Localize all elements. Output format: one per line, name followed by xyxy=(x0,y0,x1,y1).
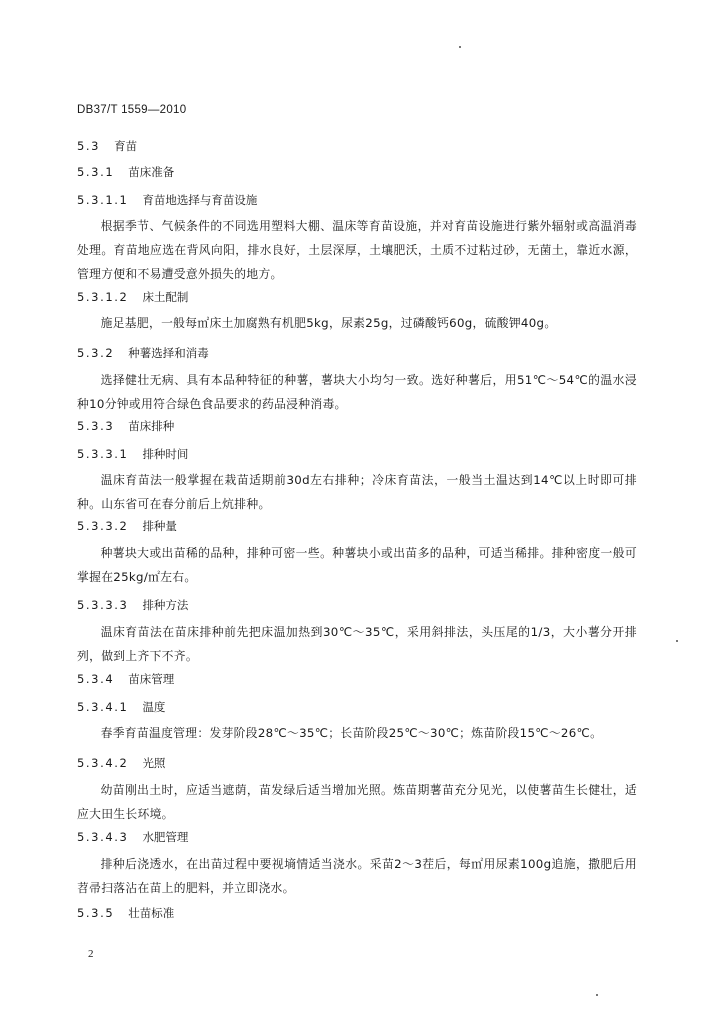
section-heading: 5.3.2 种薯选择和消毒 xyxy=(77,346,209,360)
section-heading: 5.3 育苗 xyxy=(77,139,138,153)
scan-speck xyxy=(596,994,598,996)
section-heading: 5.3.1.1 育苗地选择与育苗设施 xyxy=(77,193,258,207)
body-paragraph: 选择健壮无病、具有本品种特征的种薯，薯块大小均匀一致。选好种薯后，用51℃～54℃的温水浸种10分钟或用符合绿色食品要求的药品浸种消毒。 xyxy=(77,373,637,411)
body-paragraph: 温床育苗法一般掌握在栽苗适期前30d左右排种；冷床育苗法，一般当土温达到14℃以上时即可排种。山东省可在春分前后上炕排种。 xyxy=(77,473,637,511)
section-heading: 5.3.3.3 排种方法 xyxy=(77,598,189,612)
scan-speck xyxy=(459,46,461,48)
body-paragraph: 幼苗刚出土时，应适当遮荫，苗发绿后适当增加光照。炼苗期薯苗充分见光，以使薯苗生长健壮，适应大田生长环境。 xyxy=(77,783,637,821)
section-heading: 5.3.4.1 温度 xyxy=(77,700,166,714)
body-paragraph: 根据季节、气候条件的不同选用塑料大棚、温床等育苗设施，并对育苗设施进行紫外辐射或高温消毒处理。育苗地应选在背风向阳，排水良好，土层深厚，土壤肥沃，土质不过粘过砂，无菌土，靠近水源，管理方便和不易遭受意外损失的地方。 xyxy=(77,219,637,281)
section-heading: 5.3.4 苗床管理 xyxy=(77,672,175,686)
section-heading: 5.3.3.1 排种时间 xyxy=(77,447,189,461)
standard-code-header: DB37/T 1559—2010 xyxy=(77,104,187,116)
section-heading: 5.3.4.2 光照 xyxy=(77,756,166,770)
section-heading: 5.3.1.2 床土配制 xyxy=(77,290,189,304)
body-paragraph: 温床育苗法在苗床排种前先把床温加热到30℃～35℃，采用斜排法，头压尾的1/3，大小薯分开排列，做到上齐下不齐。 xyxy=(77,625,637,663)
body-paragraph: 排种后浇透水，在出苗过程中要视墒情适当浇水。采苗2～3茬后，每㎡用尿素100g追施，撒肥后用苕帚扫落沾在苗上的肥料，并立即浇水。 xyxy=(77,857,637,895)
section-heading: 5.3.1 苗床准备 xyxy=(77,165,175,179)
section-heading: 5.3.4.3 水肥管理 xyxy=(77,830,189,844)
page-number: 2 xyxy=(88,948,94,960)
body-paragraph: 春季育苗温度管理：发芽阶段28℃～35℃；长苗阶段25℃～30℃；炼苗阶段15℃～26℃。 xyxy=(100,726,603,740)
section-heading: 5.3.5 壮苗标准 xyxy=(77,906,175,920)
body-paragraph: 种薯块大或出苗稀的品种，排种可密一些。种薯块小或出苗多的品种，可适当稀排。排种密度一般可掌握在25kg/㎡左右。 xyxy=(77,546,637,584)
body-paragraph: 施足基肥，一般每㎡床土加腐熟有机肥5kg，尿素25g，过磷酸钙60g，硫酸钾40g。 xyxy=(100,316,557,330)
scan-speck xyxy=(676,640,678,642)
section-heading: 5.3.3.2 排种量 xyxy=(77,519,177,533)
section-heading: 5.3.3 苗床排种 xyxy=(77,419,175,433)
